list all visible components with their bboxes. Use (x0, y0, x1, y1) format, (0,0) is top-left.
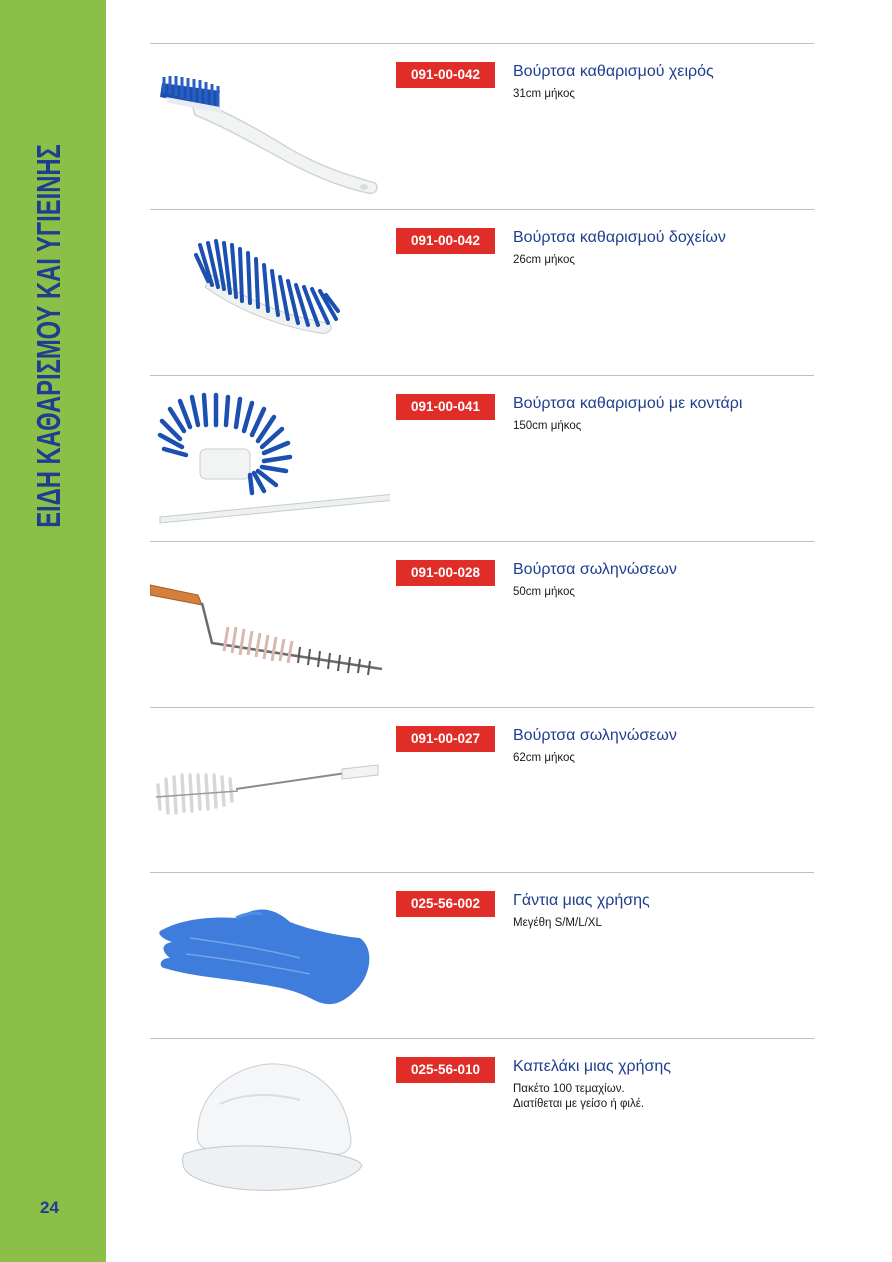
row-divider (150, 209, 814, 210)
product-name: Βούρτσα καθαρισμού με κοντάρι (513, 395, 743, 412)
section-sidebar (0, 0, 106, 1262)
product-name: Βούρτσα καθαρισμού χειρός (513, 63, 714, 80)
row-divider (150, 707, 814, 708)
product-description: 26cm μήκος (513, 254, 575, 266)
product-description: Πακέτο 100 τεμαχίων. Διατίθεται με γείσο ή φιλέ. (513, 1083, 645, 1110)
row-divider (150, 43, 814, 44)
cap-icon (150, 1044, 390, 1200)
hand-brush-icon (150, 49, 390, 205)
product-description: 150cm μήκος (513, 420, 582, 432)
product-name: Βούρτσα σωληνώσεων (513, 561, 677, 578)
section-title: ΕΙΔΗ ΚΑΘΑΡΙΣΜΟΥ ΚΑΙ ΥΓΙΕΙΝΗΣ (30, 144, 67, 528)
product-row (150, 209, 814, 375)
glove-icon (150, 878, 390, 1034)
product-row (150, 541, 814, 707)
product-code: 091-00-041 (396, 394, 495, 420)
product-name: Καπελάκι μιας χρήσης (513, 1058, 671, 1075)
product-row (150, 872, 814, 1038)
product-code: 025-56-010 (396, 1057, 495, 1083)
product-name: Βούρτσα καθαρισμού δοχείων (513, 229, 726, 246)
product-code: 091-00-042 (396, 228, 495, 254)
product-code: 025-56-002 (396, 891, 495, 917)
row-divider (150, 872, 814, 873)
tube-brush-icon (150, 713, 390, 869)
pipe-brush-icon (150, 547, 390, 703)
product-code: 091-00-028 (396, 560, 495, 586)
product-row (150, 375, 814, 541)
product-name: Γάντια μιας χρήσης (513, 892, 650, 909)
product-description: 31cm μήκος (513, 88, 575, 100)
product-description: 62cm μήκος (513, 752, 575, 764)
product-row (150, 1038, 814, 1204)
product-description: 50cm μήκος (513, 586, 575, 598)
product-description: Μεγέθη S/M/L/XL (513, 917, 602, 929)
product-name: Βούρτσα σωληνώσεων (513, 727, 677, 744)
container-brush-icon (150, 215, 390, 371)
row-divider (150, 541, 814, 542)
product-row (150, 707, 814, 873)
product-code: 091-00-027 (396, 726, 495, 752)
pole-brush-icon (150, 381, 390, 537)
page-number: 24 (40, 1198, 59, 1217)
product-code: 091-00-042 (396, 62, 495, 88)
row-divider (150, 1038, 814, 1039)
row-divider (150, 375, 814, 376)
product-row (150, 43, 814, 209)
